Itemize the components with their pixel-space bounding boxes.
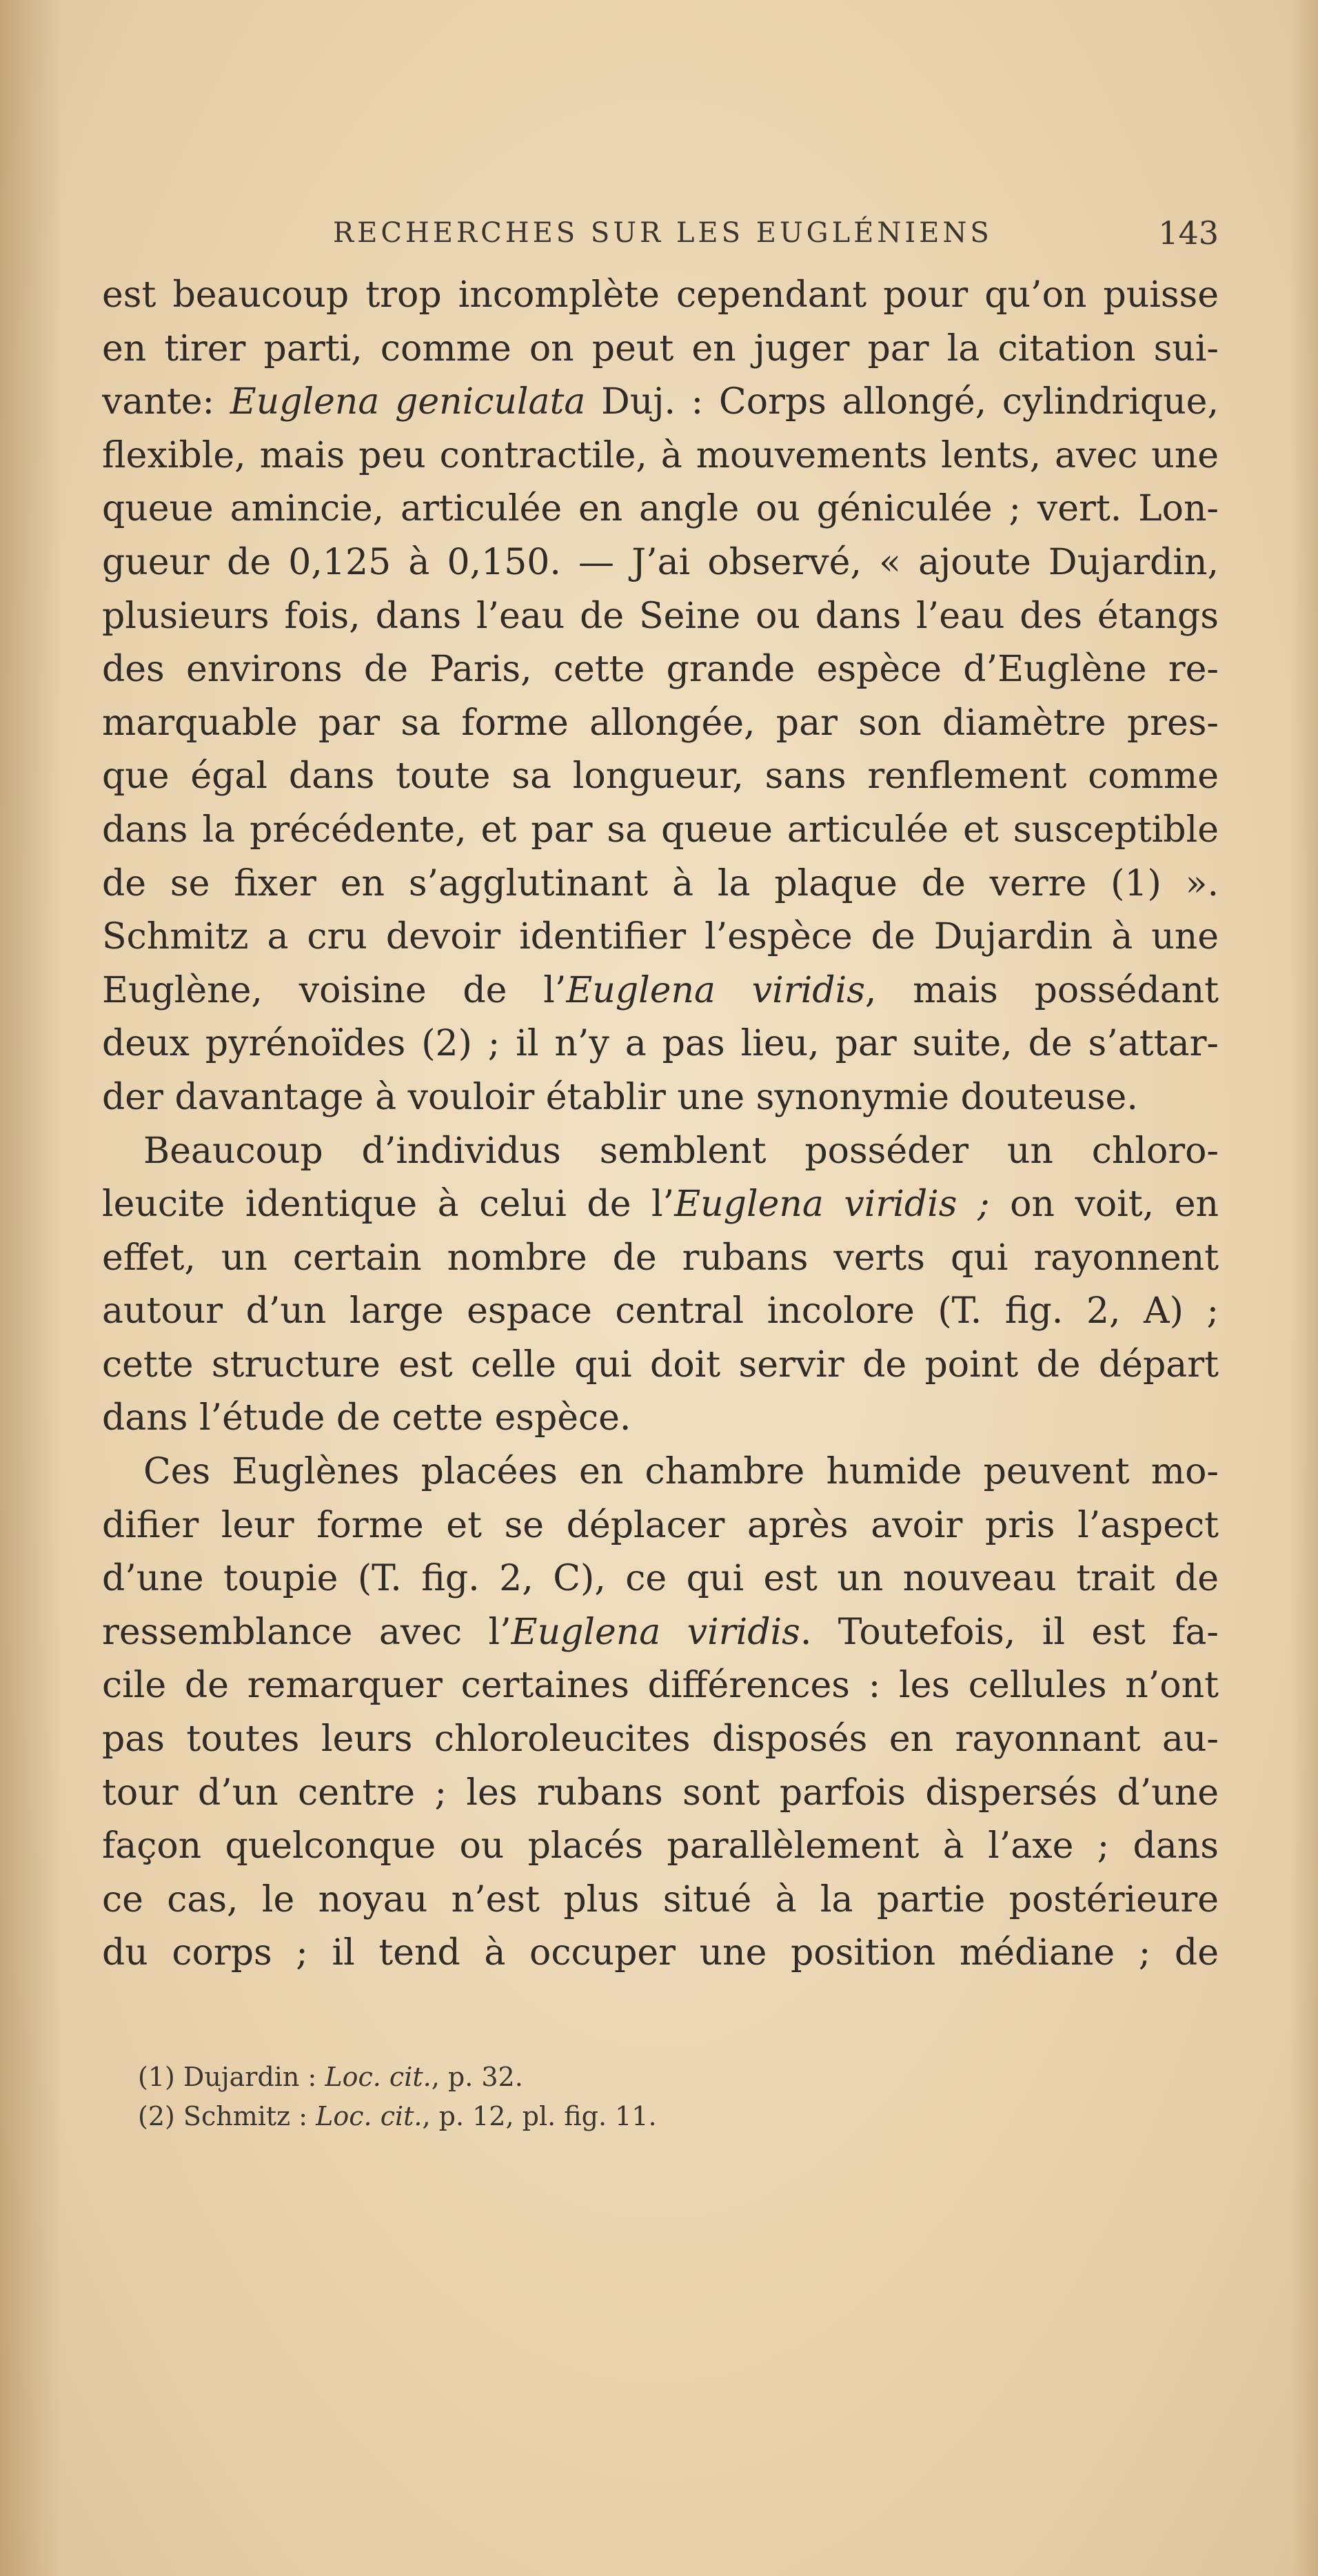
text-line: effet, un certain nombre de rubans verts qui rayonnent — [102, 1237, 1219, 1279]
text-line: du corps ; il tend à occuper une position médiane ; de — [102, 1932, 1219, 1974]
text-line: des environs de Paris, cette grande espèce d’Euglène re- — [102, 649, 1219, 691]
italic-taxon: Loc. cit. — [325, 2062, 432, 2092]
text-line: gueur de 0,125 à 0,150. — J’ai observé, « ajoute Dujardin, — [102, 541, 1219, 583]
text-line: que égal dans toute sa longueur, sans renflement comme — [102, 755, 1219, 798]
text-line: cile de remarquer certaines différences : les cellules n’ont — [102, 1665, 1219, 1707]
body-text — [102, 269, 1219, 1980]
text-line: Euglène, voisine de l’Euglena viridis, mais possédant — [102, 969, 1219, 1011]
text-line: dans l’étude de cette espèce. — [102, 1397, 631, 1439]
footnote: (2) Schmitz : Loc. cit., p. 12, pl. fig. 11. — [138, 2101, 657, 2131]
text-line: ce cas, le noyau n’est plus situé à la partie postérieure — [102, 1878, 1219, 1920]
page-number: 143 — [1158, 214, 1219, 252]
text-line: pas toutes leurs chloroleucites disposés en rayonnant au- — [102, 1718, 1219, 1761]
italic-taxon: Euglena viridis — [566, 969, 865, 1011]
text-line: marquable par sa forme allongée, par son diamètre pres- — [102, 702, 1219, 744]
italic-taxon: Loc. cit. — [316, 2101, 423, 2131]
footnote: (1) Dujardin : Loc. cit., p. 32. — [138, 2062, 523, 2092]
text-line: plusieurs fois, dans l’eau de Seine ou dans l’eau des étangs — [102, 595, 1219, 637]
text-line: est beaucoup trop incomplète cependant pour qu’on puisse — [102, 274, 1219, 316]
running-title: RECHERCHES SUR LES EUGLÉNIENS — [333, 217, 993, 249]
footnotes — [138, 2058, 1034, 2136]
text-line: tour d’un centre ; les rubans sont parfois dispersés d’une — [102, 1772, 1219, 1814]
italic-taxon: Euglena viridis ; — [674, 1184, 990, 1226]
text-line: cette structure est celle qui doit servir de point de départ — [102, 1343, 1219, 1386]
text-line: Beaucoup d’individus semblent posséder un chloro- — [143, 1130, 1219, 1172]
text-line: autour d’un large espace central incolore (T. fig. 2, A) ; — [102, 1290, 1219, 1332]
text-line: leucite identique à celui de l’Euglena viridis ; on voit, en — [102, 1184, 1219, 1226]
text-line: flexible, mais peu contractile, à mouvements lents, avec une — [102, 434, 1219, 476]
page-edge-shadow — [0, 0, 62, 2576]
text-line: d’une toupie (T. fig. 2, C), ce qui est un nouveau trait de — [102, 1558, 1219, 1600]
text-line: dans la précédente, et par sa queue articulée et susceptible — [102, 809, 1219, 851]
text-line: ressemblance avec l’Euglena viridis. Toutefois, il est fa- — [102, 1611, 1219, 1653]
page-edge-shadow-right — [1290, 0, 1318, 2576]
italic-taxon: Euglena viridis — [511, 1611, 800, 1653]
text-line: queue amincie, articulée en angle ou géniculée ; vert. Lon- — [102, 488, 1219, 530]
text-line: de se fixer en s’agglutinant à la plaque de verre (1) ». — [102, 862, 1219, 904]
text-line: façon quelconque ou placés parallèlement à l’axe ; dans — [102, 1825, 1219, 1867]
text-line: vante: Euglena geniculata Duj. : Corps allongé, cylindrique, — [102, 381, 1219, 423]
text-line: Schmitz a cru devoir identifier l’espèce de Dujardin à une — [102, 916, 1219, 958]
text-line: difier leur forme et se déplacer après avoir pris l’aspect — [102, 1504, 1219, 1546]
text-line: Ces Euglènes placées en chambre humide peuvent mo- — [143, 1451, 1219, 1493]
page-header — [102, 210, 1219, 258]
italic-taxon: Euglena geniculata — [230, 381, 586, 423]
text-line: der davantage à vouloir établir une synonymie douteuse. — [102, 1076, 1138, 1118]
text-line: deux pyrénoïdes (2) ; il n’y a pas lieu, par suite, de s’attar- — [102, 1023, 1219, 1065]
text-line: en tirer parti, comme on peut en juger par la citation sui- — [102, 327, 1219, 369]
